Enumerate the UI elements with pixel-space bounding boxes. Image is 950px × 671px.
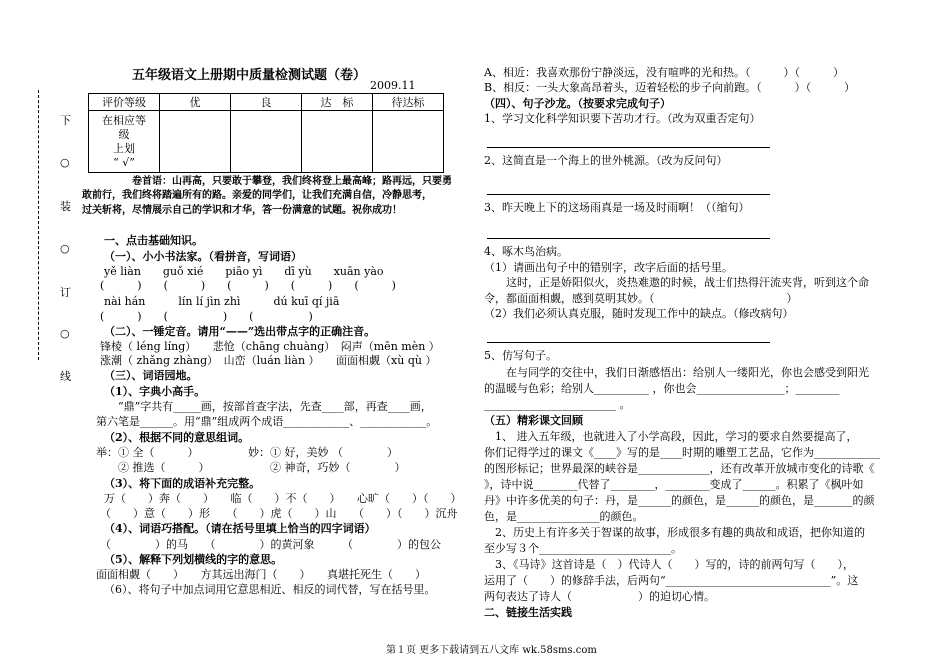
answer-blanks[interactable]: ( ) ( ) ( ) (100, 310, 313, 323)
question-text: ② 推选（ ） ② 神奇，巧妙（ ） (96, 461, 406, 474)
question-heading: （一）、小小书法家。（看拼音，写词语） (104, 250, 302, 263)
paragraph-text: 至少写３个________________________。 (484, 542, 682, 555)
section-heading: 二、链接生活实践 (484, 606, 572, 619)
binding-circle: ○ (60, 156, 70, 169)
eval-header-excellent: 优 (160, 94, 231, 111)
zhuyin-row: 涨潮（ zhǎng zhàng） 山峦（luán liàn ） 面面相觑（xù qù ） (100, 354, 437, 367)
evaluation-table (88, 93, 444, 173)
question-text: 1、学习文化科学知识要下苦功才行。（改为双重否定句） (484, 112, 761, 125)
eval-cell-pass[interactable] (302, 111, 373, 173)
question-text: 第六笔是______。用“鼎”组成两个成语____________、____________。 (96, 415, 438, 428)
motto-line: 卷首语：山再高，只要敢于攀登，我们终将登上最高峰；路再远，只要勇 (132, 176, 452, 187)
binding-char-xian: 线 (60, 370, 71, 383)
answer-line[interactable] (487, 147, 770, 148)
question-text: 面面相觑（ ） 方其远出海门（ ） 真堪托死生（ ） (96, 568, 426, 581)
motto-line: 过关斩将，尽情展示自己的学识和才华，答一份满意的试题。祝你成功！ (82, 205, 402, 216)
question-heading: （三）、词语园地。 (104, 369, 198, 382)
question-text: 万（ ）奔（ ） 临（ ）不（ ） 心旷（ ）（ ） (104, 492, 462, 505)
eval-row-label: 在相应等 级 上划 “ √” (89, 111, 160, 173)
paragraph-text: 3、《马诗》这首诗是（ ）代诗人（ ）写的，诗的前两句写（ ）， (484, 558, 854, 571)
answer-blanks[interactable]: ( ) ( ) ( ) ( ) ( ) (100, 279, 396, 292)
eval-cell-pending[interactable] (373, 111, 444, 173)
question-text: （ ）意（ ）形 （ ）虎（ ）山 （ ）（ ）沉舟 (100, 507, 458, 520)
question-text: 4、啄木鸟治病。 (484, 245, 568, 258)
pinyin-row: nài hán lín lí jìn zhì dú kuī qí jiā (104, 295, 340, 308)
paragraph-text: ________________________ 。 (484, 398, 631, 411)
section-heading: 一、点击基础知识。 (104, 234, 203, 247)
zhuyin-row: 锋棱（ léng líng） 悲怆（chāng chuàng） 闷声（mēn mèn ） (100, 340, 440, 353)
paragraph-text: 在与同学的交往中，我们日渐感悟出：给别人一缕阳光，你也会感受到阳光 (484, 366, 869, 379)
answer-line[interactable] (487, 194, 770, 195)
question-text: B、相反：一头大象高昂着头，迈着轻松的步子向前跑。（ ）（ ） (484, 81, 856, 94)
eval-header-grade: 评价等级 (89, 94, 160, 111)
question-heading: （5）、解释下列划横线的字的意思。 (104, 553, 283, 566)
eval-header-good: 良 (231, 94, 302, 111)
question-heading: （二）、一锤定音。请用“——”选出带点字的正确注音。 (104, 325, 376, 338)
question-heading: （3）、将下面的成语补充完整。 (104, 477, 261, 490)
paragraph-text: 2、历史上有许多关于智谋的故事，形成很多有趣的典故和成语，把你知道的 (484, 526, 865, 539)
motto-line: 敢前行，我们终将踏遍所有的路。亲爱的同学们，让我们充满自信，冷静思考， (82, 190, 432, 201)
binding-circle: ○ (60, 242, 70, 255)
paragraph-text: 的温暖与色彩；给别人__________ ，你也会________________；________ (484, 382, 840, 395)
paragraph-text: 》，诗中说________代替了________，________变成了______。积累了《枫叶如 (484, 478, 864, 491)
question-text: （1）请画出句子中的错别字，改字后面的括号里。 (484, 261, 733, 274)
paragraph-text: 这时，正是娇阳似火，炎热难遨的时候，战士们热得汗流夹背，听到这个命 (484, 276, 869, 289)
question-heading: （6）、将句子中加点词用它意思相近、相反的词代替，写在括号里。 (104, 583, 436, 596)
paragraph-text: 两句表达了诗人（ ）的迫切心情。 (484, 590, 715, 603)
section-heading: （四）、句子沙龙。（按要求完成句子） (484, 97, 671, 110)
question-text: （2）我们必须认真克服，随时发现工作中的缺点。（修改病句） (484, 307, 794, 320)
eval-header-pending: 待达标 (373, 94, 444, 111)
question-text: A、相近：我喜欢那份宁静淡远，没有喧哗的光和热。（ ）（ ） (484, 66, 844, 79)
paragraph-text: 1、 进入五年级，也就进入了小学高段，因此，学习的要求自然要提高了， (484, 430, 858, 443)
question-heading: （2）、根据不同的意思组词。 (104, 431, 250, 444)
binding-dashed-line (38, 90, 39, 360)
paragraph-text: 运用了（ ）的修辞手法，后两句“______________________________”。这 (484, 574, 859, 587)
answer-line[interactable] (487, 238, 770, 239)
pinyin-row: yě liàn guǒ xié piāo yì dī yù xuān yào (104, 265, 384, 278)
eval-cell-excellent[interactable] (160, 111, 231, 173)
question-text: 3、昨天晚上下的这场雨真是一场及时雨啊！（（缩句） (484, 201, 750, 214)
binding-char-zhuang: 装 (60, 200, 71, 213)
question-text: “鼎”字共有_____画，按部首查字法，先查____部，再查____画， (118, 400, 432, 413)
page-footer: 第１页 更多下载请到五八文库 wk.58sms.com (386, 645, 597, 656)
question-text: 5、仿写句子。 (484, 349, 557, 362)
paragraph-text: 的图形标记；世界最深的峡谷是_____________，还有改革开放城市变化的诗歌《 (484, 462, 875, 475)
paragraph-text: 你们记得学过的课文《____》写的是____时期的雕塑工艺品，它作为____________ (484, 446, 880, 459)
question-text: （ ）的马 （ ）的黄河象 （ ）的包公 (100, 538, 441, 551)
exam-date: 2009.11 (370, 79, 416, 92)
question-text: 举：① 全（ ） 妙：① 好，美妙 （ ） (96, 446, 398, 459)
paragraph-text: 丹》中许多优美的句子：丹，是______的颜色，是______的颜色，是_______的颜 (484, 494, 875, 507)
question-text: 2、这简直是一个海上的世外桃源。（改为反问句） (484, 154, 728, 167)
eval-header-pass: 达 标 (302, 94, 373, 111)
answer-line[interactable] (487, 342, 770, 343)
binding-circle: ○ (60, 327, 70, 340)
section-heading: （五）精彩课文回顾 (484, 414, 583, 427)
question-heading: （1）、字典小高手。 (104, 385, 206, 398)
paragraph-text: 令，都面面相觑，感到莫明其妙。（ ） (484, 292, 798, 305)
eval-cell-good[interactable] (231, 111, 302, 173)
page-title: 五年级语文上册期中质量检测试题（卷） (132, 68, 367, 83)
paragraph-text: 色，是_______________的颜色。 (484, 510, 644, 523)
binding-char-xia: 下 (60, 114, 71, 127)
question-heading: （4）、词语巧搭配。（请在括号里填上恰当的四字词语） (104, 522, 376, 535)
binding-char-ding: 订 (60, 286, 71, 299)
